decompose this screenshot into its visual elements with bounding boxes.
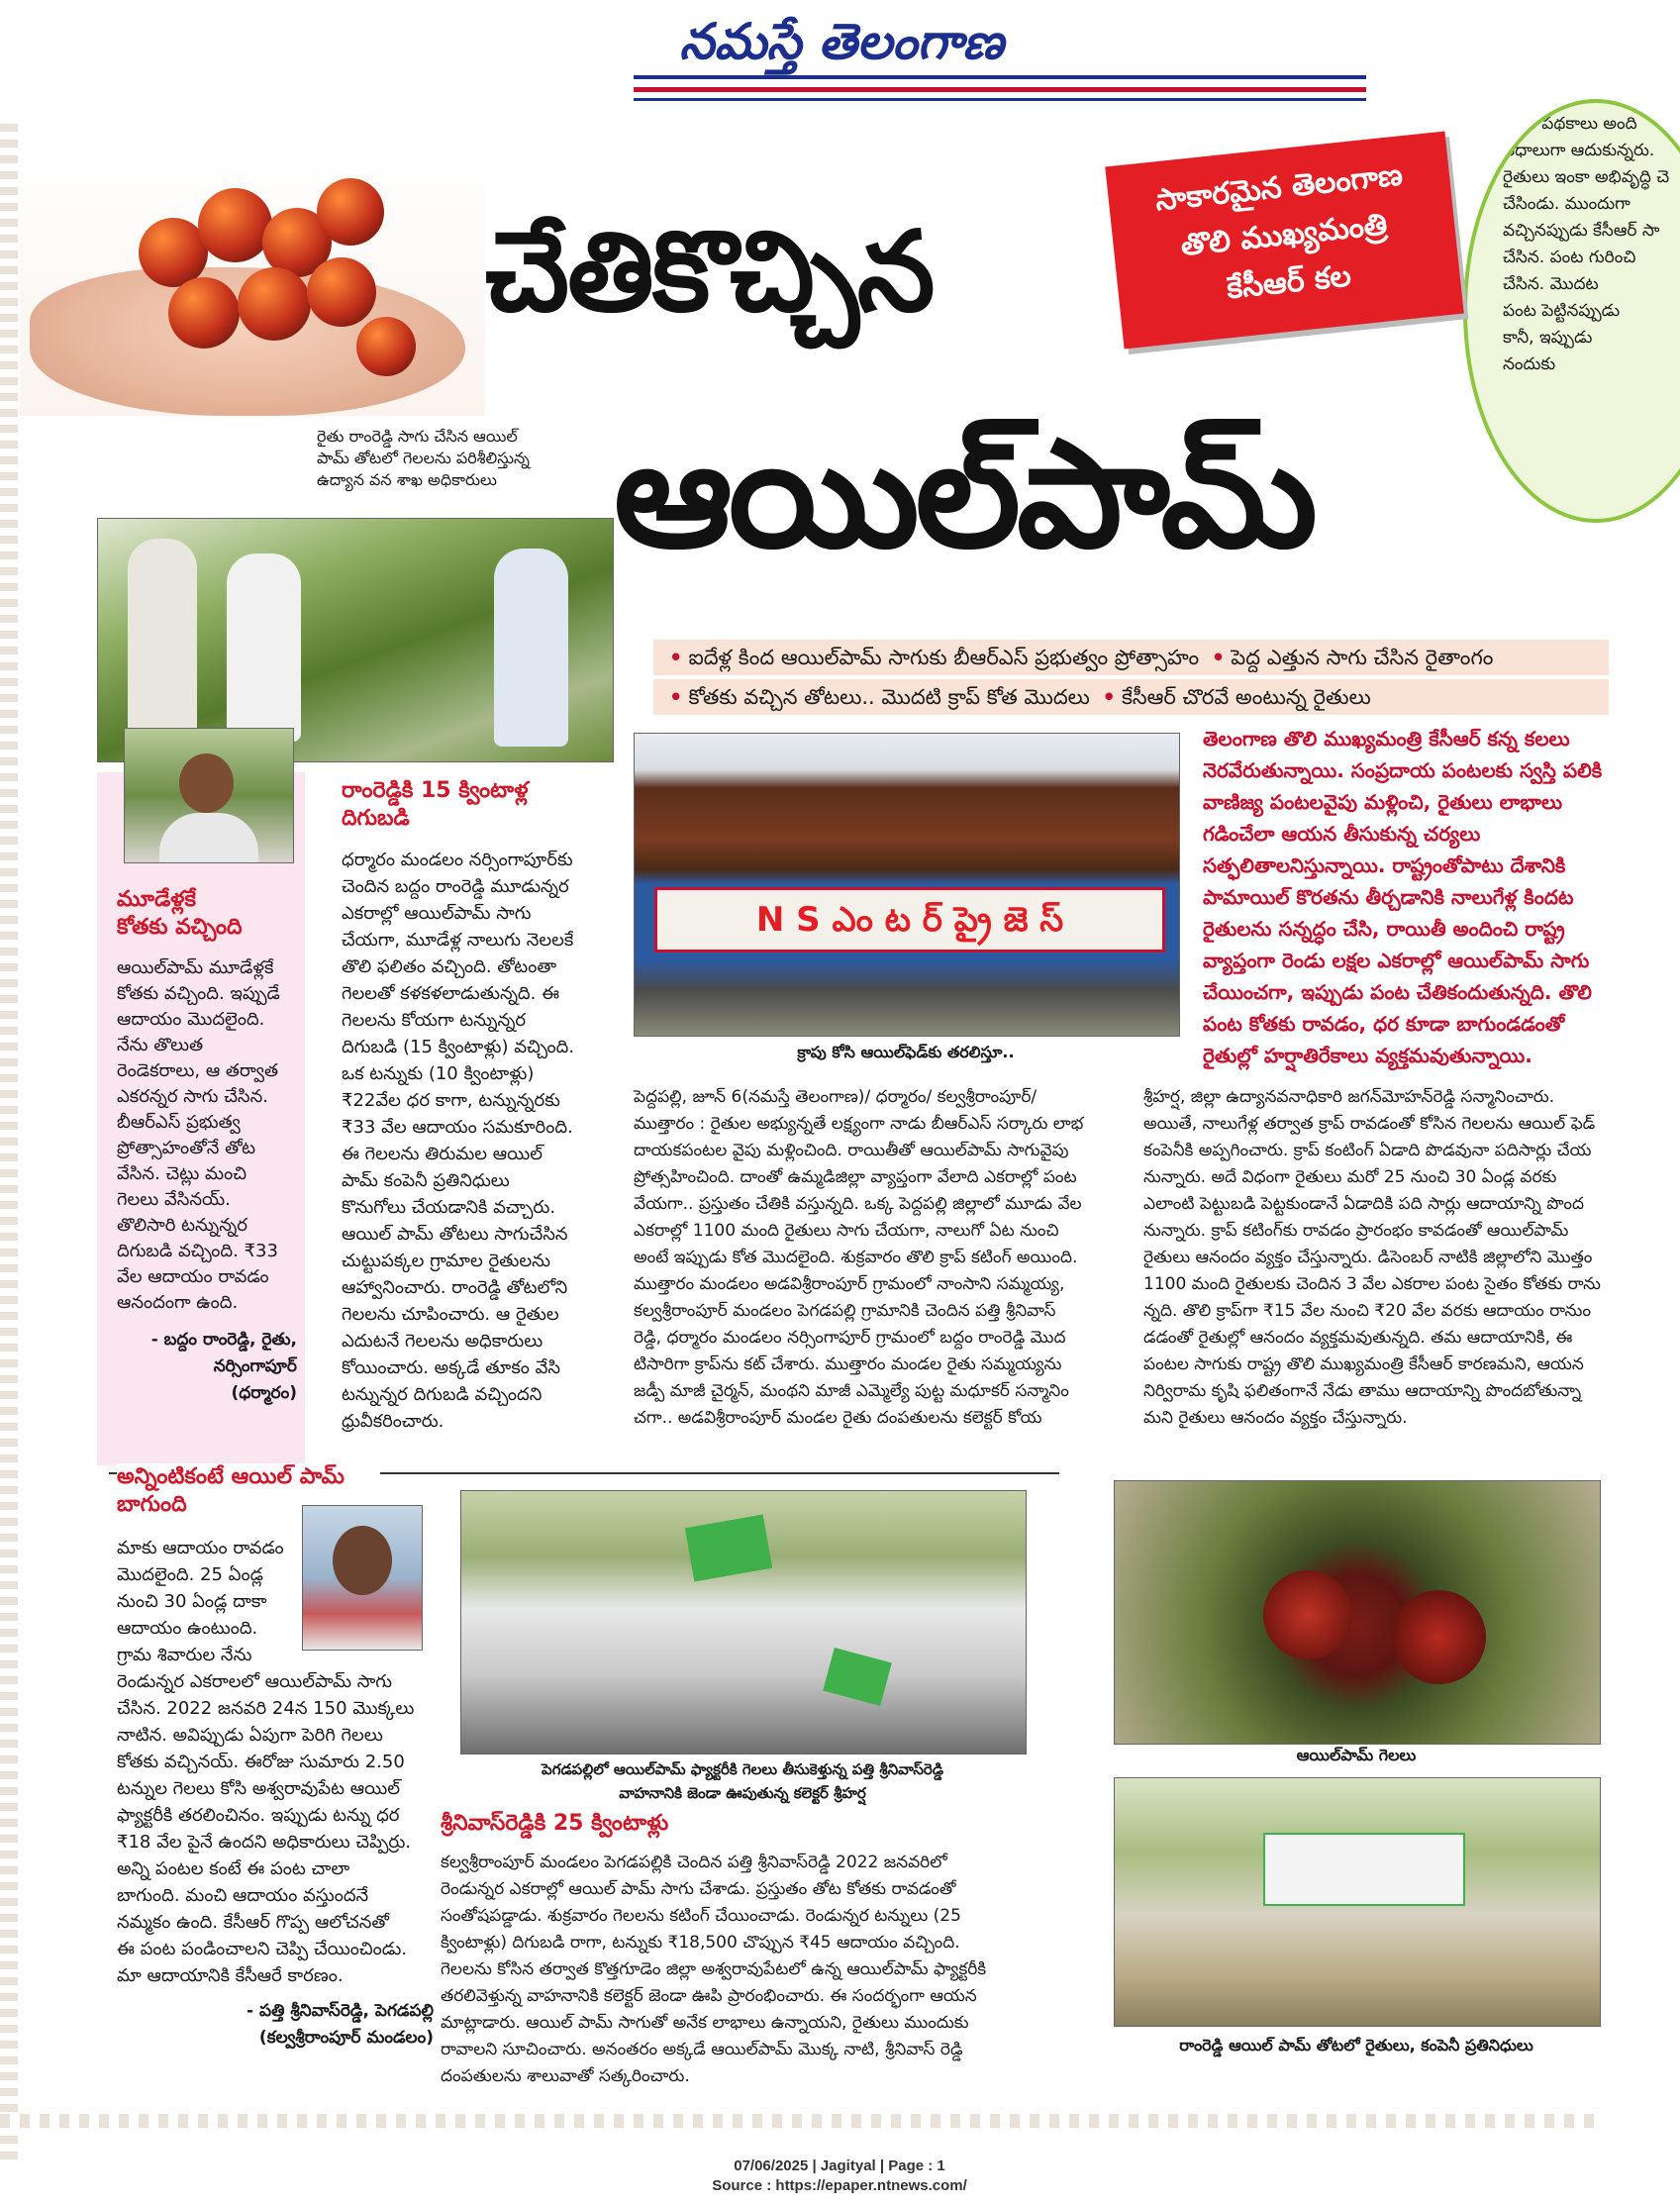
col2-heading: రాంరెడ్డికి 15 క్వింటాళ్ల దిగుబడి <box>342 778 529 831</box>
headline-line1: చేతికొచ్చిన <box>485 208 934 337</box>
masthead-title: నమస్తే తెలంగాణ <box>679 12 1004 70</box>
srinivas-portrait <box>302 1505 423 1651</box>
masthead-rule-blue <box>634 75 1366 79</box>
bullet-text: పెద్ద ఎత్తున సాగు చేసిన రైతాంగం <box>1231 646 1494 669</box>
group-caption: రాంరెడ్డి ఆయిల్ పామ్ తోటలో రైతులు, కంపెనీ ప్రతినిధులు <box>1179 2036 1533 2055</box>
side-snippet-line: కానీ, ఇప్పుడు <box>1503 328 1593 348</box>
headline-banner <box>1105 131 1463 349</box>
side-snippet-line: చేసిండు. ముందుగా <box>1503 194 1631 214</box>
left-box-body: ఆయిల్‌పామ్ మూడేళ్లకే కోతకు వచ్చింది. ఇప్పుడే ఆదాయం మొదలైంది. నేను తొలుత రెండెకరాలు, ఆ తర్వాత ఎకరన్నర సాగు చేసిన. బీఆర్‌ఎస్ ప్రభుత్వ ప్రోత్సాహంతోనే తోట వేసిన. చెట్లు మంచి గెలలు వేసినయ్. తొలిసారి టన్నున్నర దిగుబడి వచ్చింది. ₹33 వేల ఆదాయం రావడం ఆనందంగా ఉంది. <box>117 957 280 1313</box>
palm-bunch-photo <box>1114 1480 1601 1745</box>
top-photo-caption: రైతు రాంరెడ్డి సాగు చేసిన ఆయిల్ పామ్ తోటలో గెలలను పరిశీలిస్తున్న ఉద్యాన వన శాఖ అధికారులు <box>317 427 530 489</box>
side-snippet-line: నందుకు <box>1503 354 1556 374</box>
col2-body: ధర్మారం మండలం నర్సింగాపూర్‌కు చెందిన బద్దం రాంరెడ్డి మూడున్నర ఎకరాల్లో ఆయిల్‌పామ్ సాగు చేయగా, మూడేళ్ల నాలుగు నెలలకే తొలి ఫలితం వచ్చింది. తోటంతా గెలలతో కళకళలాడుతున్నది. ఈ గెలలను కోయగా టన్నున్నర దిగుబడి (15 క్వింటాళ్లు) వచ్చింది. ఒక టన్నుకు (10 క్వింటాళ్లు) ₹22వేల ధర కాగా, టన్నున్నరకు ₹33 వేల ఆదాయం సమకూరింది. ఈ గెలలను తిరుమల ఆయిల్ పామ్ కంపెనీ ప్రతినిధులు కొనుగోలు చేయడానికి వచ్చారు. ఆయిల్ పామ్ తోటలు సాగుచేసిన చుట్టుపక్కల గ్రామాల రైతులను ఆహ్వానించారు. రాంరెడ్డి తోటలోని గెలలను చూపించారు. ఆ రైతుల ఎదుటనే గెలలను అధికారులు కోయించారు. అక్కడే తూకం వేసి టన్నున్నర దిగుబడి వచ్చిందని ధ్రువీకరించారు. <box>342 850 575 1432</box>
left-box-signature: - బద్దం రాంరెడ్డి, రైతు, నర్సింగాపూర్ (ధర్మారం) <box>150 1330 297 1403</box>
headline-line2: ఆయిల్‌పామ్ <box>614 409 1314 581</box>
farm-officials-photo <box>97 518 614 762</box>
side-snippet-line: వచ్చినప్పుడు కేసీఆర్ సా <box>1503 221 1660 241</box>
bottom-left-signature: - పత్తి శ్రీనివాస్‌రెడ్డి, పెగడపల్లి (కల్వశ్రీరాంపూర్ మండలం) <box>247 2001 434 2048</box>
bottom-left-body-wide: రెండున్నర ఎకరాలలో ఆయిల్‌పామ్ సాగు చేసిన. 2022 జనవరి 24న 150 మొక్కలు నాటిన. అవిప్పుడు ఏపుగా పెరిగి గెలలు కోతకు వచ్చినయ్. ఈరోజు సుమారు 2.50 టన్నుల గెలలు కోసి అశ్వరావుపేట ఆయిల్ ఫ్యాక్టరీకి తరలించినం. ఇప్పుడు టన్ను ధర ₹18 వేల పైనే ఉందని అధికారులు చెప్పిర్రు. అన్ని పంటల కంటే ఈ పంట చాలా బాగుంది. మంచి ఆదాయం వస్తుందనే నమ్మకం ఉంది. కేసీఆర్ గొప్ప ఆలోచనతో ఈ పంట పండించాలని చెప్పి చేయించిండు. మా ఆదాయానికి కేసీఆరే కారణం. <box>117 1671 415 1986</box>
group-photo <box>1114 1777 1601 2027</box>
footer-edition: 07/06/2025 | Jagityal | Page : 1 <box>734 2157 945 2174</box>
bullets-row-2: • కోతకు వచ్చిన తోటలు.. మొదటి క్రాప్ కోత మొదలు • కేసీఆర్ చొరవే అంటున్న రైతులు <box>653 679 1609 715</box>
truck-photo <box>634 733 1180 1037</box>
truck-caption: క్రాపు కోసి ఆయిల్‌ఫెడ్‌కు తరలిస్తూ.. <box>797 1043 1015 1061</box>
bullet-text: కోతకు వచ్చిన తోటలు.. మొదటి క్రాప్ కోత మొదలు <box>688 685 1090 709</box>
flag-off-photo <box>460 1490 1027 1755</box>
hand-fruit-image <box>20 149 485 416</box>
bullet-text: ఐదేళ్ల కింద ఆయిల్‌పామ్ సాగుకు బీఆర్‌ఎస్ ప్రభుత్వం ప్రోత్సాహం <box>688 646 1200 669</box>
col4-body: శ్రీహర్ష, జిల్లా ఉద్యానవనాధికారి జగన్‌మోహన్‌రెడ్డి సన్మానించారు. అయితే, నాలుగేళ్ల తర్వాత క్రాప్ రావడంతో కోసిన గెలలను ఆయిల్ ఫెడ్ కంపెనీకి అప్పగించారు. క్రాప్ కంటింగ్ ఏడాది పొడవునా పదిసార్లు చేయ నున్నారు. అదే విధంగా రైతులు మరో 25 నుంచి 30 ఏండ్ల వరకు ఎలాంటి పెట్టుబడి పెట్టకుండానే ఏడాదికి పది సార్లు ఆదాయాన్ని పొంద నున్నారు. క్రాప్ కటింగ్‌కు రావడం ప్రారంభం కావడంతో ఆయిల్‌పామ్ రైతులు ఆనందం వ్యక్తం చేస్తున్నారు. డిసెంబర్ నాటికి జిల్లాలోని మొత్తం 1100 మంది రైతులకు చెందిన 3 వేల ఎకరాల పంట సైతం కోతకు రాను న్నది. తొలి క్రాప్‌గా ₹15 వేల నుంచి ₹20 వేల వరకు ఆదాయం రానుం డడంతో రైతుల్లో ఆనందం వ్యక్తమవుతున్నది. తమ ఆదాయానికి, ఈ పంటల సాగుకు రాష్ట్ర తొలి ముఖ్యమంత్రి కేసీఆర్ కారణమని, ఆయన నిర్విరామ కృషి ఫలితంగానే నేడు తాము ఆదాయాన్ని పొందబోతున్నా మని రైతులు ఆనందం వ్యక్తం చేస్తున్నారు. <box>1143 1087 1601 1428</box>
bullet-text: కేసీఆర్ చొరవే అంటున్న రైతులు <box>1121 685 1371 709</box>
bullets-row-1: • ఐదేళ్ల కింద ఆయిల్‌పామ్ సాగుకు బీఆర్‌ఎస్ ప్రభుత్వం ప్రోత్సాహం • పెద్ద ఎత్తున సాగు చేసిన రైతాంగం <box>653 640 1609 675</box>
ramreddy-portrait <box>124 728 294 863</box>
side-snippet-line: చేసిన. పంట గురించి <box>1503 248 1636 267</box>
torn-edge-left <box>0 124 18 2163</box>
side-snippet-line: విధాలుగా ఆదుకున్నరు. <box>1503 141 1655 160</box>
banner-line: కేసీఆర్ కల <box>1225 258 1353 307</box>
bottom-mid-body: కల్వశ్రీరాంపూర్ మండలం పెగడపల్లికి చెందిన పత్తి శ్రీనివాస్‌రెడ్డి 2022 జనవరిలో రెండున్నర ఎకరాల్లో ఆయిల్ పామ్ సాగు చేశాడు. ప్రస్తుతం తోట కోతకు రావడంతో సంతోషపడ్డాడు. శుక్రవారం గెలలను కటింగ్ చేయించాడు. రెండున్నర టన్నులు (25 క్వింటాళ్లు) దిగుబడి రాగా, టన్నుకు ₹18,500 చొప్పున ₹45 ఆదాయం వచ్చింది. గెలలను కోసిన తర్వాత కొత్తగూడెం జిల్లా అశ్వరావుపేటలో ఉన్న ఆయిల్‌పామ్ ఫ్యాక్టరీకి తరలివెళ్తున్న వాహనానికి కలెక్టర్ జెండా ఊపి ప్రారంభించారు. ఈ సందర్భంగా ఆయన మాట్లాడారు. ఆయిల్ పామ్ సాగుతో అనేక లాభాలు ఉన్నాయని, రైతులు ముందుకు రావాలని సూచించారు. అనంతరం అక్కడే ఆయిల్‌పామ్ మొక్క నాటి, శ్రీనివాస్ రెడ్డి దంపతులను శాలువాతో సత్కరించారు. <box>441 1853 987 2086</box>
palm-bunch-caption: ఆయిల్‌పామ్ గెలలు <box>1296 1746 1417 1764</box>
flag-off-caption: పెగడపల్లిలో ఆయిల్‌పామ్ ఫ్యాక్టరీకి గెలలు తీసుకెళ్తున్న పత్తి శ్రీనివాస్‌రెడ్డి వాహనానికి జెండా ఊపుతున్న కలెక్టర్ శ్రీహర్ష <box>542 1760 943 1802</box>
bottom-left-body-narrow: మాకు ఆదాయం రావడం మొదలైంది. 25 ఏండ్ల నుంచి 30 ఏండ్ల దాకా ఆదాయం ఉంటుంది. గ్రామ శివారుల నేను <box>117 1538 284 1665</box>
side-snippet-line: వంటి పథకాలు అంది <box>1503 114 1637 134</box>
left-box-heading: మూడేళ్లకే కోతకు వచ్చింది <box>117 887 243 940</box>
masthead-rule-blue-2 <box>634 98 1366 101</box>
side-snippet-line: చేసిన. మొదట <box>1503 274 1599 294</box>
footer-source: Source : https://epaper.ntnews.com/ <box>712 2177 967 2194</box>
side-snippet-line: పంట పెట్టినప్పుడు <box>1503 301 1621 321</box>
masthead-logo <box>634 12 1049 71</box>
intro-paragraph: తెలంగాణ తొలి ముఖ్యమంత్రి కేసీఆర్ కన్న కలలు నెరవేరుతున్నాయి. సంప్రదాయ పంటలకు స్వస్తి పలికి వాణిజ్య పంటలవైపు మళ్లించి, రైతులు లాభాలు గడించేలా ఆయన తీసుకున్న చర్యలు సత్ఫలితాలనిస్తున్నాయి. రాష్ట్రంతోపాటు దేశానికి పామాయిల్ కొరతను తీర్చడానికి నాలుగేళ్ల కిందట రైతులను సన్నద్ధం చేసి, రాయితీ అందించి రాష్ట్ర వ్యాప్తంగా రెండు లక్షల ఎకరాల్లో ఆయిల్‌పామ్ సాగు చేయించగా, ఇప్పుడు పంట చేతికందుతున్నది. తొలి పంట కోతకు రావడం, ధర కూడా బాగుండడంతో రైతుల్లో హర్షాతిరేకాలు వ్యక్తమవుతున్నాయి. <box>1203 727 1603 1067</box>
banner-line: సాకారమైన తెలంగాణ <box>1153 157 1405 219</box>
col3-body: పెద్దపల్లి, జూన్ 6(నమస్తే తెలంగాణ)/ ధర్మారం/ కల్వశ్రీరాంపూర్/ ముత్తారం : రైతుల అభ్యున్నతే లక్ష్యంగా నాడు బీఆర్‌ఎస్ సర్కారు లాభ దాయకపంటల వైపు మళ్లించింది. రాయితీతో ఆయిల్‌పామ్ సాగువైపు ప్రోత్సహించింది. దాంతో ఉమ్మడిజిల్లా వ్యాప్తంగా వేలాది ఎకరాల్లో పంట వేయగా.. ప్రస్తుతం చేతికి వస్తున్నది. ఒక్క పెద్దపల్లి జిల్లాలో మూడు వేల ఎకరాల్లో 1100 మంది రైతులు సాగు చేయగా, నాలుగో ఏట నుంచి అంటే ఇప్పుడు కోత మొదలైంది. శుక్రవారం తొలి క్రాప్ కటింగ్ అయింది. ముత్తారం మండలం అడవిశ్రీరాంపూర్ గ్రామంలో నాంసాని సమ్మయ్య, కల్వశ్రీరాంపూర్ మండలం పెగడపల్లి గ్రామానికి చెందిన పత్తి శ్రీనివాస్ రెడ్డి, ధర్మారం మండలం నర్సింగాపూర్ గ్రామంలో బద్దం రాంరెడ్డి మొద టిసారిగా క్రాప్‌ను కట్ చేశారు. ముత్తారం మండల రైతు సమ్మయ్యను జడ్పీ మాజీ చైర్మన్, మంథని మాజీ ఎమ్మెల్యే పుట్ట మధూకర్ సన్మానిం చగా.. అడవిశ్రీరాంపూర్ మండల రైతు దంపతులను కలెక్టర్ కోయ <box>634 1087 1084 1428</box>
masthead-rule-red <box>634 87 1366 92</box>
side-snippet-line: రైతులు ఇంకా అభివృద్ధి చె <box>1503 167 1670 187</box>
banner-line: తొలి ముఖ్యమంత్రి <box>1179 207 1389 263</box>
bottom-mid-heading: శ్రీనివాస్‌రెడ్డికి 25 క్వింటాళ్లు <box>441 1811 669 1836</box>
bottom-left-heading: అన్నింటికంటే ఆయిల్ పామ్ బాగుంది <box>117 1463 380 1519</box>
truck-lettering: N S ఎం ట ర్ ప్రై జె స్ <box>654 887 1165 953</box>
torn-edge-bottom <box>0 2114 1604 2128</box>
footer <box>543 2156 1136 2196</box>
